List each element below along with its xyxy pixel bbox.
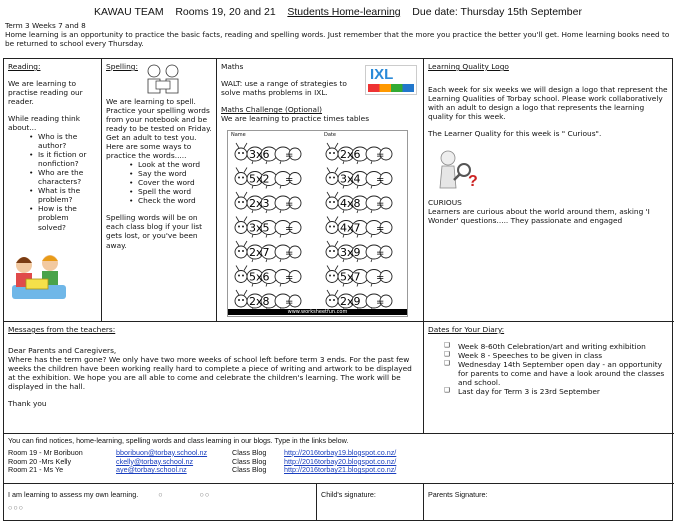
worksheet-problem [235, 192, 301, 213]
list-item: • Check the word [138, 196, 212, 205]
email-link[interactable]: aye@torbay.school.nz [116, 465, 187, 475]
worksheet-problem-text: 2x7 [249, 246, 270, 259]
dates-section [424, 322, 674, 434]
worksheet-problem-text: 3x6 [249, 148, 270, 161]
page-title [0, 6, 676, 19]
blog-label: Class Blog [232, 465, 267, 475]
quality-intro: Each week for six weeks we will design a logo that represent the Learning Qualities of Torbay school. Please work collaboratively with an adult to design a logo that represents the learning quality for this week. [428, 85, 668, 122]
list-item: ❑ Last day for Term 3 is 23rd September [458, 387, 670, 396]
worksheet-problem-text: 3x4 [340, 172, 361, 186]
assessment-circles[interactable]: ○ ○○ [158, 490, 211, 499]
quality-label: CURIOUS [428, 198, 462, 208]
worksheet-equals: = [285, 199, 294, 210]
messages-heading: Messages from the teachers: [8, 325, 116, 334]
worksheet-equals: = [285, 223, 294, 235]
quality-week: The Learner Quality for this week is " Curious". [428, 129, 602, 139]
blog-link[interactable]: http://2016torbay19.blogspot.co.nz/ [284, 447, 397, 457]
blogs-section [4, 434, 674, 484]
children-reading-illustration [10, 251, 68, 301]
list-item: • Say the word [138, 169, 212, 178]
worksheet-equals: = [285, 297, 294, 308]
blog-label: Class Blog [232, 456, 267, 466]
worksheet-equals: = [376, 174, 385, 186]
blog-label: Class Blog [232, 447, 267, 457]
list-item: • Spell the word [138, 187, 212, 196]
list-item: • Cover the word [138, 178, 212, 187]
worksheet-equals: = [285, 248, 294, 259]
worksheet-problem-text: 2x3 [249, 197, 270, 210]
maths-heading: Maths [221, 62, 244, 71]
worksheet-problem [326, 290, 392, 311]
parent-signature-label: Parents Signature: [428, 490, 488, 499]
assessment-label: I am learning to assess my own learning. [8, 490, 139, 499]
room-teacher: Room 21 - Ms Ye [8, 465, 64, 475]
messages-body: Where has the term gone? We only have two more weeks of school left before term 3 ends. For the past few weeks the children have been working really hard to complete a piece of writing and artwork to be displayed at the exhibition. We hope you are all able to come and celebrate the children's learning. The work will be displayed in the hall. [8, 355, 412, 392]
list-item: • Look at the word [138, 160, 212, 169]
child-signature-label: Child's signature: [321, 490, 376, 499]
worksheet-caterpillars [228, 136, 409, 314]
team-name: KAWAU TEAM [94, 6, 164, 18]
child-signature-box[interactable] [317, 484, 424, 521]
list-item: ❑ Week 8 - Speeches to be given in class [458, 351, 670, 360]
reading-goal: We are learning to practise reading our reader. [8, 79, 83, 107]
reading-section [4, 59, 102, 322]
worksheet-problem-text: 2x9 [340, 295, 361, 308]
assessment-section [4, 484, 317, 521]
list-item: ❑ Week 8-60th Celebration/art and writing exhibition [458, 342, 670, 351]
worksheet-problem [326, 266, 392, 287]
worksheet-problem-text: 4x7 [340, 221, 361, 235]
list-item: • Who is the author? [38, 132, 97, 150]
messages-greeting: Dear Parents and Caregivers, [8, 346, 117, 356]
dates-list [428, 342, 670, 396]
table-row [8, 466, 670, 475]
worksheet-problem [326, 217, 392, 238]
worksheet-name-field: Name [231, 132, 246, 138]
term-label: Term 3 Weeks 7 and 8 [5, 21, 86, 30]
spelling-note: Spelling words will be on each class blog if your list gets lost, or you've been away. [106, 213, 203, 250]
email-link[interactable]: bboribuon@torbay.school.nz [116, 447, 208, 457]
worksheet-problem-text: 4x8 [340, 197, 361, 210]
dates-heading: Dates for Your Diary: [428, 325, 505, 334]
messages-signoff: Thank you [8, 399, 47, 409]
blog-link[interactable]: http://2016torbay20.blogspot.co.nz/ [284, 456, 397, 466]
blog-link[interactable]: http://2016torbay21.blogspot.co.nz/ [284, 465, 397, 475]
worksheet-equals: = [376, 223, 385, 235]
quality-section [424, 59, 674, 322]
worksheet-problem [235, 266, 301, 287]
ixl-logo: IXL [365, 65, 417, 95]
worksheet-equals: = [285, 150, 294, 161]
maths-challenge: Maths Challenge (Optional) [221, 105, 323, 115]
assessment-circles-row2[interactable]: ○○○ [8, 502, 25, 512]
worksheet-equals: = [376, 297, 385, 308]
curious-figure-illustration [434, 148, 480, 196]
worksheet-equals: = [376, 199, 385, 210]
worksheet-problem-text: 5x7 [340, 270, 361, 284]
intro [5, 22, 670, 49]
quality-description: Learners are curious about the world around them, asking 'I Wonder' questions..... They passionate and engaged [428, 207, 650, 226]
worksheet-problem-text: 2x8 [249, 295, 270, 308]
worksheet-footer: www.worksheetfun.com [228, 309, 407, 315]
worksheet-equals: = [376, 248, 385, 259]
worksheet-date-field: Date [324, 132, 336, 138]
room-teacher: Room 19 - Mr Boribuon [8, 447, 83, 457]
worksheet-problem [326, 168, 392, 189]
due-date: Due date: Thursday 15th September [412, 6, 582, 18]
maths-challenge-text: We are learning to practice times tables [221, 114, 370, 124]
worksheet-problem [326, 192, 392, 213]
spelling-steps [106, 160, 212, 205]
list-item: • What is the problem? [38, 186, 97, 204]
blogs-table [8, 449, 670, 475]
list-item: • Is it fiction or nonfiction? [38, 150, 97, 168]
worksheet-equals: = [285, 272, 294, 284]
worksheet-problem-text: 3x5 [249, 221, 270, 235]
spelling-section [102, 59, 217, 322]
worksheet-equals: = [376, 272, 385, 284]
worksheet-problem-text: 3x9 [340, 246, 361, 259]
spelling-kids-icon [142, 61, 186, 95]
worksheet-problem-text: 5x2 [249, 172, 270, 186]
reading-prompt: While reading think about... [8, 114, 81, 133]
worksheet-problem [235, 290, 301, 311]
worksheet-equals: = [376, 150, 385, 161]
worksheet-problem [235, 217, 301, 238]
spelling-instructions: We are learning to spell. Practice your spelling words from your notebook and be ready to be tested on Friday. Get an adult to test you. Here are some ways to practice the words..... [106, 97, 212, 161]
times-table-worksheet [227, 130, 408, 317]
worksheet-problem-text: 5x6 [249, 270, 270, 284]
reading-heading: Reading: [8, 62, 41, 71]
rooms: Rooms 19, 20 and 21 [175, 6, 276, 18]
messages-section [4, 322, 424, 434]
spelling-heading: Spelling: [106, 62, 138, 71]
worksheet-problem [235, 241, 301, 262]
subject: Students Home-learning [287, 6, 401, 18]
svg-text:?: ? [468, 173, 478, 191]
email-link[interactable]: ckelly@torbay.school.nz [116, 456, 194, 466]
blogs-intro: You can find notices, home-learning, spelling words and class learning in our blogs. Type in the links below. [8, 436, 349, 445]
reading-questions [8, 132, 97, 231]
intro-text: Home learning is an opportunity to practice the basic facts, reading and spelling words. Just remember that the more you practice the better you'll get. Home learning books need to be returned to school every Thursday. [5, 29, 670, 48]
list-item: • Who are the characters? [38, 168, 97, 186]
list-item: ❑ Wednesday 14th September open day - an opportunity for parents to come and have a look around the classes and school. [458, 360, 670, 387]
quality-heading: Learning Quality Logo [428, 62, 509, 71]
worksheet-problem-text: 2x6 [340, 148, 361, 161]
room-teacher: Room 20 -Mrs Kelly [8, 456, 72, 466]
worksheet-problem [326, 143, 392, 164]
worksheet-problem [235, 168, 301, 189]
worksheet-problem [235, 143, 301, 164]
parent-signature-box[interactable] [424, 484, 674, 521]
worksheet-equals: = [285, 174, 294, 186]
list-item: • How is the problem solved? [38, 204, 97, 231]
maths-walt: WALT: use a range of strategies to solve maths problems in IXL. [221, 79, 347, 98]
worksheet-problem [326, 241, 392, 262]
